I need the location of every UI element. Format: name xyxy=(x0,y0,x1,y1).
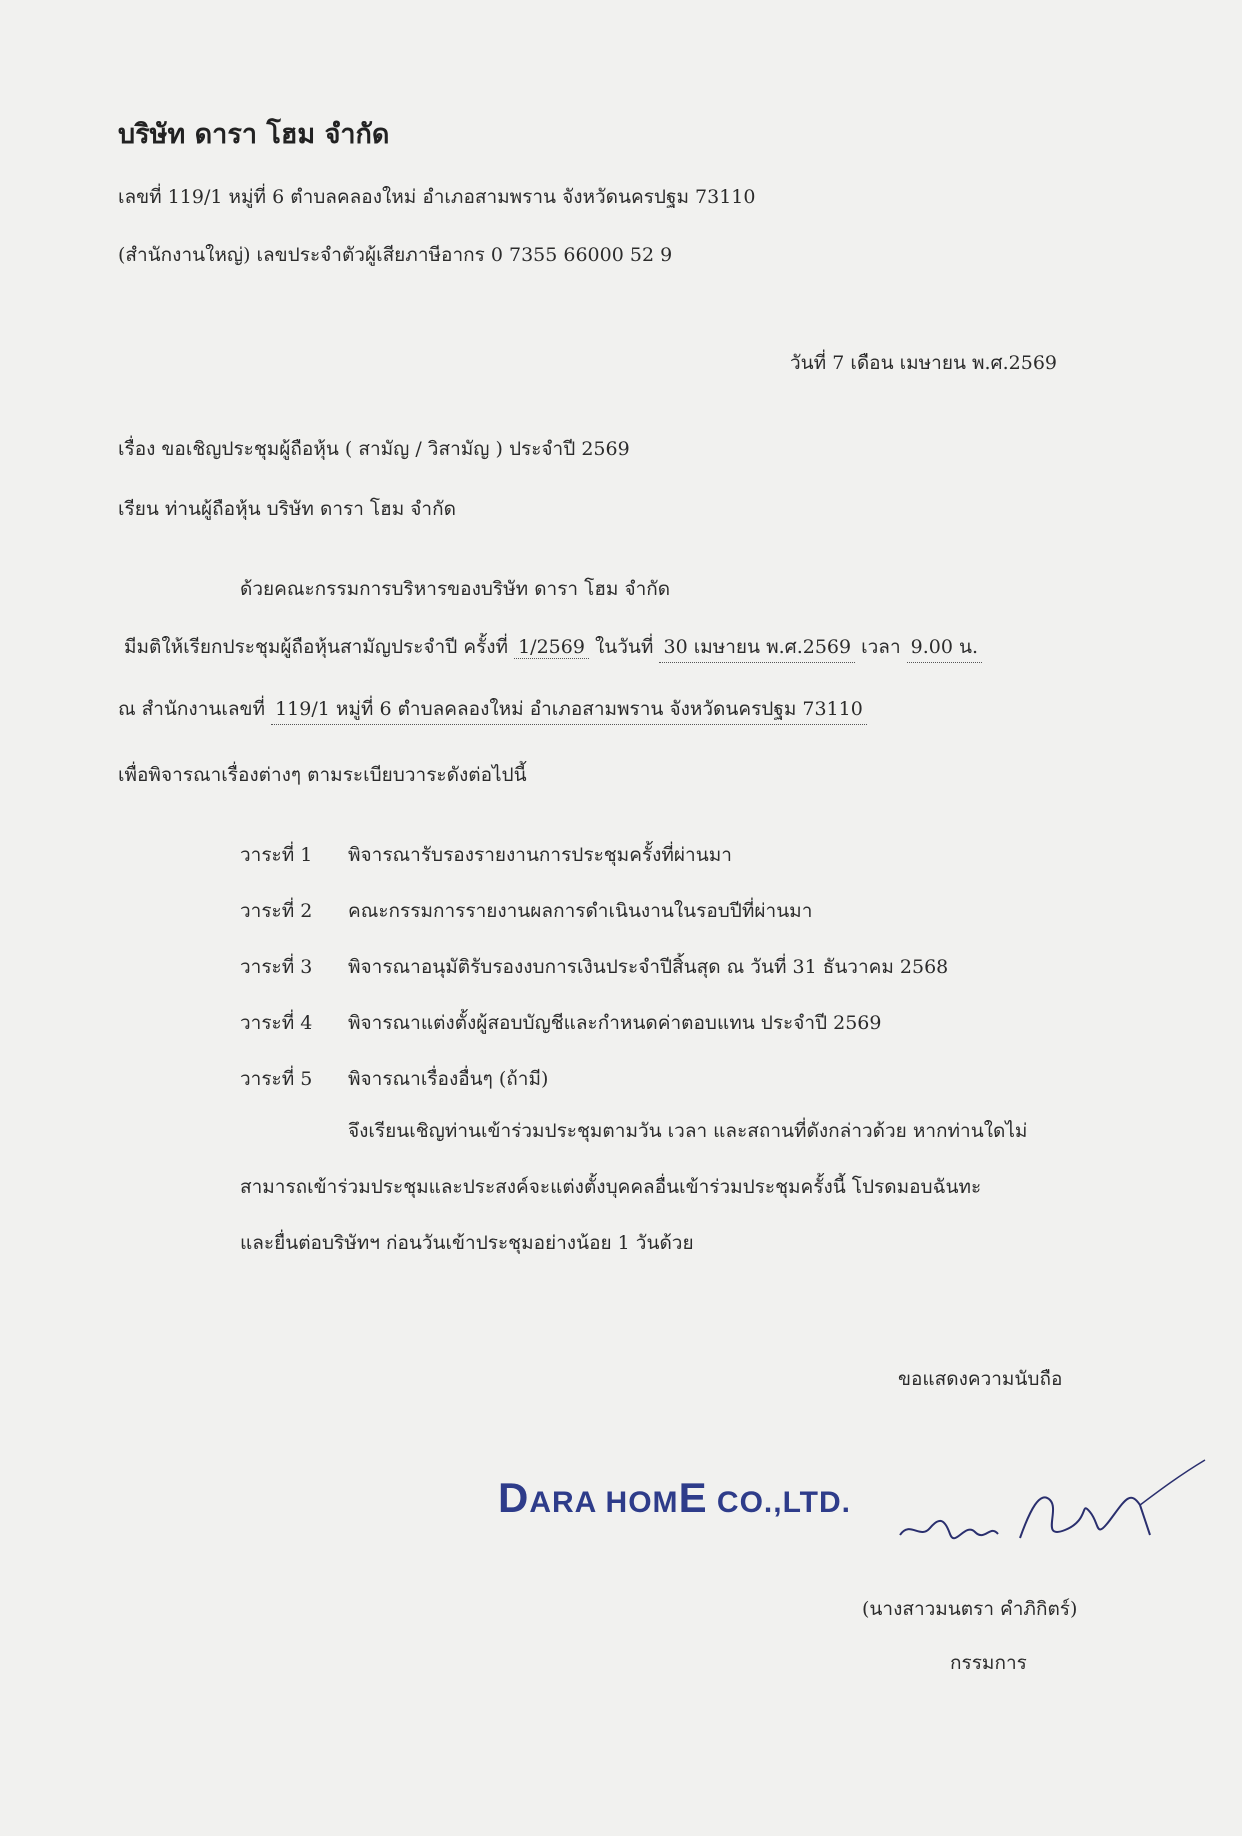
logo-letter-e: E xyxy=(678,1474,708,1521)
agenda-label: วาระที่ 5 xyxy=(240,1068,313,1090)
place-prefix: ณ สำนักงานเลขที่ xyxy=(118,698,266,720)
letter-recipient: เรียน ท่านผู้ถือหุ้น บริษัท ดารา โฮม จำกัด xyxy=(118,498,456,520)
meeting-date-prefix: ในวันที่ xyxy=(594,636,654,658)
purpose-line: เพื่อพิจารณาเรื่องต่างๆ ตามระเบียบวาระดังต่อไปนี้ xyxy=(118,764,527,786)
regards: ขอแสดงความนับถือ xyxy=(898,1368,1063,1390)
company-name: บริษัท ดารา โฮม จำกัด xyxy=(118,119,390,150)
meeting-date: 30 เมษายน พ.ศ.2569 xyxy=(659,632,855,663)
closing-line-1: จึงเรียนเชิญท่านเข้าร่วมประชุมตามวัน เวลา และสถานที่ดังกล่าวด้วย หากท่านใดไม่ xyxy=(348,1120,1028,1142)
company-address: เลขที่ 119/1 หมู่ที่ 6 ตำบลคลองใหม่ อำเภอสามพราน จังหวัดนครปฐม 73110 xyxy=(118,186,756,208)
place-line xyxy=(118,694,867,725)
letter-date: วันที่ 7 เดือน เมษายน พ.ศ.2569 xyxy=(790,352,1058,374)
agenda-text: คณะกรรมการรายงานผลการดำเนินงานในรอบปีที่ผ่านมา xyxy=(348,900,813,922)
agenda-text: พิจารณาเรื่องอื่นๆ (ถ้ามี) xyxy=(348,1068,549,1090)
signatory-name: (นางสาวมนตรา คำภิกิตร์) xyxy=(862,1598,1078,1620)
meeting-prefix: มีมติให้เรียกประชุมผู้ถือหุ้นสามัญประจำปี ครั้งที่ xyxy=(124,636,509,658)
handwritten-signature xyxy=(890,1450,1210,1560)
meeting-time-prefix: เวลา xyxy=(861,636,901,658)
agenda-text: พิจารณาอนุมัติรับรองงบการเงินประจำปีสิ้นสุด ณ วันที่ 31 ธันวาคม 2568 xyxy=(348,956,949,978)
tax-id-line: (สำนักงานใหญ่) เลขประจำตัวผู้เสียภาษีอากร 0 7355 66000 52 9 xyxy=(118,244,673,266)
body-intro: ด้วยคณะกรรมการบริหารของบริษัท ดารา โฮม จำกัด xyxy=(240,578,671,600)
agenda-label: วาระที่ 4 xyxy=(240,1012,313,1034)
letter-subject: เรื่อง ขอเชิญประชุมผู้ถือหุ้น ( สามัญ / วิสามัญ ) ประจำปี 2569 xyxy=(118,438,630,460)
signatory-title: กรรมการ xyxy=(950,1652,1027,1674)
closing-line-3: และยื่นต่อบริษัทฯ ก่อนวันเข้าประชุมอย่างน้อย 1 วันด้วย xyxy=(240,1232,694,1254)
meeting-number: 1/2569 xyxy=(514,636,589,659)
logo-text: ARA HOM xyxy=(529,1486,679,1519)
agenda-label: วาระที่ 1 xyxy=(240,844,313,866)
agenda-label: วาระที่ 3 xyxy=(240,956,313,978)
agenda-text: พิจารณารับรองรายงานการประชุมครั้งที่ผ่านมา xyxy=(348,844,732,866)
meeting-place: 119/1 หมู่ที่ 6 ตำบลคลองใหม่ อำเภอสามพราน จังหวัดนครปฐม 73110 xyxy=(271,694,867,725)
logo-suffix: CO.,LTD. xyxy=(707,1486,852,1519)
meeting-line xyxy=(124,632,982,663)
company-logo xyxy=(498,1474,851,1522)
agenda-label: วาระที่ 2 xyxy=(240,900,313,922)
logo-letter-d: D xyxy=(498,1474,530,1521)
agenda-text: พิจารณาแต่งตั้งผู้สอบบัญชีและกำหนดค่าตอบแทน ประจำปี 2569 xyxy=(348,1012,882,1034)
meeting-time: 9.00 น. xyxy=(907,632,982,663)
closing-line-2: สามารถเข้าร่วมประชุมและประสงค์จะแต่งตั้งบุคคลอื่นเข้าร่วมประชุมครั้งนี้ โปรดมอบฉันทะ xyxy=(240,1176,982,1198)
